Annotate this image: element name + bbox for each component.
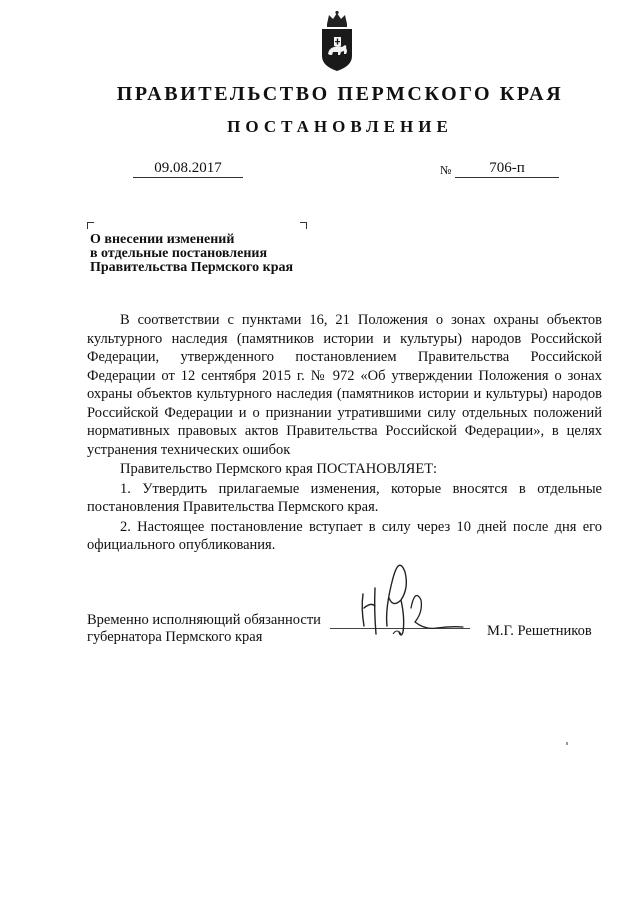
coat-of-arms-icon: [318, 10, 356, 72]
subject-line: О внесении изменений: [90, 232, 235, 247]
subject-bracket-left: [87, 222, 94, 229]
body-paragraph-preamble: В соответствии с пунктами 16, 21 Положения о зонах охраны объектов культурного наследия (памятников истории и культуры) народов Российской Федерации, утвержденного постановлением Правительства Российской Федерации от 12 сентября 2015 г. № 972 «Об утверждении Положения о зонах охраны объектов культурного наследия (памятников истории и культуры) народов Российской Федерации и о признании утратившими силу отдельных положений нормативных правовых актов Правительства Российской Федерации», в целях устранения технических ошибок: [87, 312, 602, 458]
handwritten-signature: [345, 548, 475, 648]
document-body: [87, 311, 602, 555]
scan-speck: [566, 742, 568, 745]
signer-name: М.Г. Решетников: [487, 623, 592, 639]
document-type: ПОСТАНОВЛЕНИЕ: [227, 117, 453, 136]
signatory-position-line: губернатора Пермского края: [87, 629, 263, 645]
document-number: 706-п: [455, 159, 559, 178]
signatory-position-line: Временно исполняющий обязанности: [87, 612, 321, 628]
body-paragraph-item-2: 2. Настоящее постановление вступает в силу через 10 дней после дня его официального опубликования.: [87, 518, 602, 553]
signatory-position: [87, 612, 321, 646]
subject-line: в отдельные постановления: [90, 246, 268, 261]
number-sign: №: [440, 163, 452, 177]
subject-line: Правительства Пермского края: [90, 260, 294, 275]
body-paragraph-resolves: Правительство Пермского края ПОСТАНОВЛЯЕТ:: [120, 461, 438, 477]
document-subject: [90, 233, 390, 275]
subject-bracket-right: [300, 222, 307, 229]
document-date: 09.08.2017: [133, 159, 243, 178]
body-paragraph-item-1: 1. Утвердить прилагаемые изменения, которые вносятся в отдельные постановления Правительства Пермского края.: [87, 480, 602, 515]
government-title: ПРАВИТЕЛЬСТВО ПЕРМСКОГО КРАЯ: [116, 83, 564, 105]
